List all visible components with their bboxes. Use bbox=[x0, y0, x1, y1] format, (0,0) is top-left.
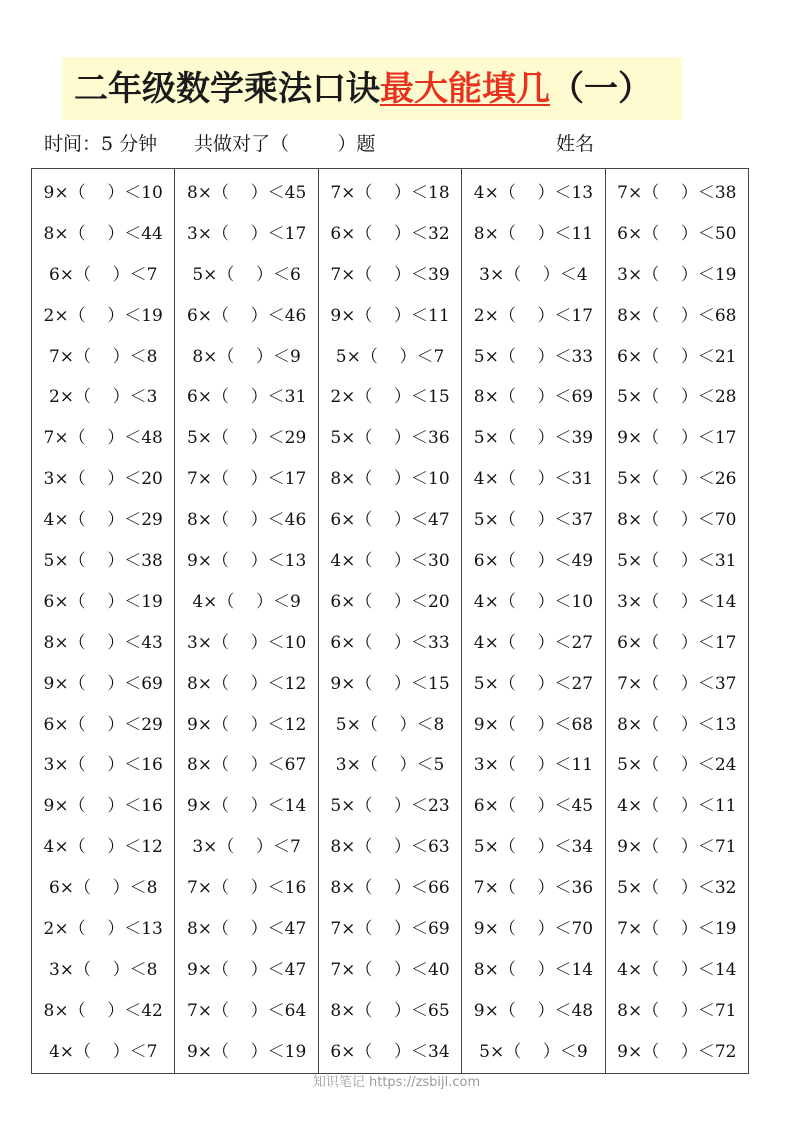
exercise-item[interactable]: 3×（ ）＜17 bbox=[186, 223, 307, 244]
exercise-item[interactable]: 6×（ ）＜21 bbox=[617, 346, 737, 367]
exercise-item[interactable]: 5×（ ）＜39 bbox=[473, 428, 594, 449]
exercise-item[interactable]: 5×（ ）＜33 bbox=[473, 346, 594, 367]
name-label: 姓名 bbox=[556, 133, 595, 155]
exercise-item[interactable]: 7×（ ）＜40 bbox=[330, 959, 450, 980]
exercise-item[interactable]: 5×（ ）＜34 bbox=[473, 837, 594, 858]
exercise-item[interactable]: 5×（ ）＜37 bbox=[473, 510, 594, 531]
exercise-item[interactable]: 7×（ ）＜8 bbox=[48, 346, 158, 367]
exercise-item[interactable]: 4×（ ）＜10 bbox=[473, 591, 594, 612]
exercise-item[interactable]: 8×（ ）＜65 bbox=[330, 1000, 450, 1021]
exercise-item[interactable]: 7×（ ）＜18 bbox=[330, 182, 450, 203]
exercise-item[interactable]: 6×（ ）＜45 bbox=[473, 796, 594, 817]
exercise-item[interactable]: 2×（ ）＜17 bbox=[473, 305, 594, 326]
exercise-item[interactable]: 7×（ ）＜16 bbox=[186, 878, 307, 899]
exercise-item[interactable]: 3×（ ）＜8 bbox=[48, 959, 158, 980]
exercise-item[interactable]: 7×（ ）＜38 bbox=[617, 182, 737, 203]
time-label: 时间：5 分钟 bbox=[44, 133, 158, 155]
exercise-item[interactable]: 6×（ ）＜8 bbox=[48, 878, 158, 899]
exercise-item[interactable]: 6×（ ）＜50 bbox=[617, 223, 737, 244]
exercise-item[interactable]: 9×（ ）＜16 bbox=[43, 796, 163, 817]
exercise-item[interactable]: 8×（ ）＜42 bbox=[43, 1000, 163, 1021]
exercise-item[interactable]: 7×（ ）＜36 bbox=[473, 878, 594, 899]
exercise-item[interactable]: 2×（ ）＜3 bbox=[48, 387, 158, 408]
exercise-item[interactable]: 5×（ ）＜31 bbox=[617, 550, 737, 571]
exercise-item[interactable]: 4×（ ）＜14 bbox=[617, 959, 737, 980]
exercise-item[interactable]: 7×（ ）＜69 bbox=[330, 918, 450, 939]
exercise-item[interactable]: 5×（ ）＜26 bbox=[617, 469, 737, 490]
exercise-item[interactable]: 5×（ ）＜28 bbox=[617, 387, 737, 408]
exercise-item[interactable]: 5×（ ）＜23 bbox=[330, 796, 450, 817]
exercise-item[interactable]: 7×（ ）＜64 bbox=[186, 1000, 307, 1021]
exercise-item[interactable]: 9×（ ）＜11 bbox=[330, 305, 450, 326]
exercise-item[interactable]: 8×（ ）＜46 bbox=[186, 510, 307, 531]
exercise-item[interactable]: 8×（ ）＜47 bbox=[186, 918, 307, 939]
exercise-item[interactable]: 6×（ ）＜34 bbox=[330, 1041, 450, 1062]
exercise-item[interactable]: 6×（ ）＜20 bbox=[330, 591, 450, 612]
exercise-item[interactable]: 9×（ ）＜17 bbox=[617, 428, 737, 449]
exercise-item[interactable]: 3×（ ）＜11 bbox=[473, 755, 594, 776]
exercise-item[interactable]: 6×（ ）＜47 bbox=[330, 510, 450, 531]
exercise-item[interactable]: 7×（ ）＜19 bbox=[617, 918, 737, 939]
exercise-column bbox=[606, 169, 748, 1073]
exercise-item[interactable]: 9×（ ）＜12 bbox=[186, 714, 307, 735]
exercise-item[interactable]: 6×（ ）＜46 bbox=[186, 305, 307, 326]
exercise-item[interactable]: 5×（ ）＜38 bbox=[43, 550, 163, 571]
title-suffix: （一） bbox=[550, 69, 652, 109]
exercise-item[interactable]: 5×（ ）＜24 bbox=[617, 755, 737, 776]
exercise-item[interactable]: 4×（ ）＜31 bbox=[473, 469, 594, 490]
title-highlight-text: 最大能填几 bbox=[380, 69, 550, 109]
exercise-item[interactable]: 5×（ ）＜8 bbox=[335, 714, 445, 735]
page-title bbox=[74, 64, 652, 114]
exercise-item[interactable]: 8×（ ）＜10 bbox=[330, 469, 450, 490]
exercise-item[interactable]: 8×（ ）＜67 bbox=[186, 755, 307, 776]
exercise-item[interactable]: 8×（ ）＜44 bbox=[43, 223, 163, 244]
exercise-item[interactable]: 8×（ ）＜68 bbox=[617, 305, 737, 326]
exercise-item[interactable]: 5×（ ）＜29 bbox=[186, 428, 307, 449]
exercise-item[interactable]: 4×（ ）＜27 bbox=[473, 632, 594, 653]
exercise-item[interactable]: 4×（ ）＜29 bbox=[43, 510, 163, 531]
exercise-item[interactable]: 9×（ ）＜15 bbox=[330, 673, 450, 694]
exercise-item[interactable]: 6×（ ）＜19 bbox=[43, 591, 163, 612]
exercise-item[interactable]: 2×（ ）＜15 bbox=[330, 387, 450, 408]
exercise-item[interactable]: 3×（ ）＜16 bbox=[43, 755, 163, 776]
exercise-item[interactable]: 4×（ ）＜30 bbox=[330, 550, 450, 571]
exercise-column bbox=[319, 169, 462, 1073]
exercise-item[interactable]: 8×（ ）＜70 bbox=[617, 510, 737, 531]
exercise-item[interactable]: 5×（ ）＜6 bbox=[192, 264, 301, 285]
exercise-item[interactable]: 5×（ ）＜36 bbox=[330, 428, 450, 449]
exercise-item[interactable]: 6×（ ）＜49 bbox=[473, 550, 594, 571]
exercise-item[interactable]: 9×（ ）＜69 bbox=[43, 673, 163, 694]
exercise-item[interactable]: 8×（ ）＜69 bbox=[473, 387, 594, 408]
exercise-item[interactable]: 9×（ ）＜13 bbox=[186, 550, 307, 571]
exercise-item[interactable]: 5×（ ）＜9 bbox=[479, 1041, 588, 1062]
footer-watermark: 知识笔记 https://zsbijl.com bbox=[312, 1075, 481, 1090]
exercise-item[interactable]: 2×（ ）＜13 bbox=[43, 918, 163, 939]
exercise-item[interactable]: 8×（ ）＜12 bbox=[186, 673, 307, 694]
score-label: 共做对了（ ）题 bbox=[194, 133, 376, 155]
exercise-item[interactable]: 6×（ ）＜33 bbox=[330, 632, 450, 653]
exercise-item[interactable]: 3×（ ）＜19 bbox=[617, 264, 737, 285]
exercise-item[interactable]: 7×（ ）＜37 bbox=[617, 673, 737, 694]
exercise-item[interactable]: 3×（ ）＜14 bbox=[617, 591, 737, 612]
exercise-item[interactable]: 3×（ ）＜20 bbox=[43, 469, 163, 490]
exercise-item[interactable]: 9×（ ）＜71 bbox=[617, 837, 737, 858]
exercise-column bbox=[462, 169, 605, 1073]
exercise-item[interactable]: 8×（ ）＜9 bbox=[192, 346, 301, 367]
exercise-item[interactable]: 8×（ ）＜11 bbox=[473, 223, 594, 244]
exercise-item[interactable]: 7×（ ）＜17 bbox=[186, 469, 307, 490]
exercise-grid bbox=[31, 168, 749, 1074]
exercise-item[interactable]: 5×（ ）＜27 bbox=[473, 673, 594, 694]
exercise-item[interactable]: 4×（ ）＜7 bbox=[48, 1041, 158, 1062]
exercise-item[interactable]: 3×（ ）＜10 bbox=[186, 632, 307, 653]
exercise-item[interactable]: 8×（ ）＜45 bbox=[186, 182, 307, 203]
exercise-item[interactable]: 4×（ ）＜13 bbox=[473, 182, 594, 203]
exercise-item[interactable]: 6×（ ）＜31 bbox=[186, 387, 307, 408]
exercise-item[interactable]: 8×（ ）＜43 bbox=[43, 632, 163, 653]
exercise-item[interactable]: 9×（ ）＜47 bbox=[186, 959, 307, 980]
exercise-item[interactable]: 4×（ ）＜11 bbox=[617, 796, 737, 817]
exercise-item[interactable]: 8×（ ）＜63 bbox=[330, 837, 450, 858]
exercise-item[interactable]: 6×（ ）＜17 bbox=[617, 632, 737, 653]
exercise-item[interactable]: 8×（ ）＜13 bbox=[617, 714, 737, 735]
exercise-item[interactable]: 9×（ ）＜48 bbox=[473, 1000, 594, 1021]
exercise-item[interactable]: 4×（ ）＜9 bbox=[192, 591, 301, 612]
exercise-item[interactable]: 7×（ ）＜48 bbox=[43, 428, 163, 449]
exercise-item[interactable]: 8×（ ）＜66 bbox=[330, 878, 450, 899]
exercise-column bbox=[32, 169, 175, 1073]
exercise-item[interactable]: 3×（ ）＜4 bbox=[479, 264, 588, 285]
exercise-item[interactable]: 8×（ ）＜71 bbox=[617, 1000, 737, 1021]
exercise-item[interactable]: 3×（ ）＜7 bbox=[192, 837, 301, 858]
exercise-item[interactable]: 9×（ ）＜14 bbox=[186, 796, 307, 817]
exercise-item[interactable]: 6×（ ）＜7 bbox=[48, 264, 158, 285]
exercise-item[interactable]: 6×（ ）＜29 bbox=[43, 714, 163, 735]
exercise-item[interactable]: 9×（ ）＜68 bbox=[473, 714, 594, 735]
exercise-item[interactable]: 3×（ ）＜5 bbox=[335, 755, 445, 776]
exercise-item[interactable]: 5×（ ）＜32 bbox=[617, 878, 737, 899]
exercise-column bbox=[175, 169, 318, 1073]
exercise-item[interactable]: 8×（ ）＜14 bbox=[473, 959, 594, 980]
exercise-item[interactable]: 9×（ ）＜10 bbox=[43, 182, 163, 203]
exercise-item[interactable]: 4×（ ）＜12 bbox=[43, 837, 163, 858]
exercise-item[interactable]: 9×（ ）＜70 bbox=[473, 918, 594, 939]
exercise-item[interactable]: 2×（ ）＜19 bbox=[43, 305, 163, 326]
exercise-item[interactable]: 9×（ ）＜72 bbox=[617, 1041, 737, 1062]
exercise-item[interactable]: 6×（ ）＜32 bbox=[330, 223, 450, 244]
title-main: 二年级数学乘法口诀 bbox=[74, 69, 380, 109]
exercise-item[interactable]: 9×（ ）＜19 bbox=[186, 1041, 307, 1062]
exercise-item[interactable]: 5×（ ）＜7 bbox=[335, 346, 445, 367]
exercise-item[interactable]: 7×（ ）＜39 bbox=[330, 264, 450, 285]
